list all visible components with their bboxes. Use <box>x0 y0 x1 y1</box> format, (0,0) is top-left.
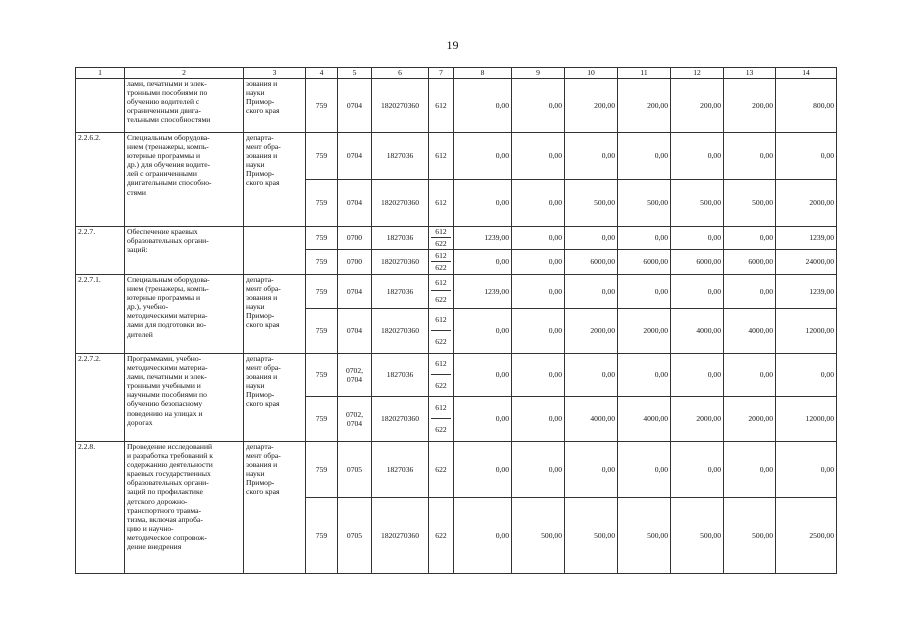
table-row <box>76 227 837 250</box>
amount-col-9: 500,00 <box>512 498 565 574</box>
target-article: 1827036 <box>372 227 429 250</box>
amount-col-12: 0,00 <box>671 442 724 498</box>
item-name: Программами, учебно- методическими материа- лами, печатными и элек- тронными учебными и научными пособиями по обучению безопасному поведению на улицах и дорогах <box>125 354 244 442</box>
section-code: 0705 <box>338 498 372 574</box>
expense-type: 612 <box>429 133 454 180</box>
item-name: Обеспечение краевых образовательных органи- заций: <box>125 227 244 275</box>
expense-type <box>429 354 454 397</box>
amount-col-8: 1239,00 <box>454 275 512 309</box>
amount-col-8: 0,00 <box>454 498 512 574</box>
amount-col-10: 200,00 <box>565 79 618 133</box>
column-header-13: 13 <box>724 68 776 79</box>
item-code: 2.2.7.1. <box>76 275 125 354</box>
target-article: 1820270360 <box>372 250 429 275</box>
grbs-code: 759 <box>306 442 338 498</box>
amount-col-11: 0,00 <box>618 133 671 180</box>
amount-col-13: 0,00 <box>724 442 776 498</box>
expense-type-1: 612 <box>431 275 451 291</box>
column-header-1: 1 <box>76 68 125 79</box>
amount-col-14: 24000,00 <box>776 250 837 275</box>
target-article: 1827036 <box>372 442 429 498</box>
expense-type: 622 <box>429 442 454 498</box>
item-code: 2.2.6.2. <box>76 133 125 227</box>
item-name: лами, печатными и элек- тронными пособиями по обучению водителей с ограниченными двига- тельными способностями <box>125 79 244 133</box>
amount-col-12: 4000,00 <box>671 309 724 354</box>
amount-col-13: 200,00 <box>724 79 776 133</box>
amount-col-9: 0,00 <box>512 250 565 275</box>
department: департа- мент обра- зования и науки Примор- ского края <box>244 275 306 354</box>
grbs-code: 759 <box>306 309 338 354</box>
column-header-4: 4 <box>306 68 338 79</box>
amount-col-10: 0,00 <box>565 133 618 180</box>
section-code: 0704 <box>338 180 372 227</box>
department: департа- мент обра- зования и науки Примор- ского края <box>244 442 306 574</box>
header-row <box>76 68 837 79</box>
amount-col-9: 0,00 <box>512 227 565 250</box>
expense-type <box>429 250 454 275</box>
amount-col-8: 0,00 <box>454 79 512 133</box>
grbs-code: 759 <box>306 227 338 250</box>
amount-col-11: 0,00 <box>618 442 671 498</box>
amount-col-14: 1239,00 <box>776 227 837 250</box>
amount-col-12: 0,00 <box>671 227 724 250</box>
amount-col-9: 0,00 <box>512 397 565 442</box>
amount-col-9: 0,00 <box>512 133 565 180</box>
item-name: Специальным оборудова- нием (тренажеры, компь- ютерные программы и др.), учебно- методическими материа- лами для подготовки во- дителей <box>125 275 244 354</box>
item-code: 2.2.7. <box>76 227 125 275</box>
section-code: 0704 <box>338 133 372 180</box>
grbs-code: 759 <box>306 498 338 574</box>
amount-col-14: 800,00 <box>776 79 837 133</box>
department: департа- мент обра- зования и науки Примор- ского края <box>244 354 306 442</box>
table-row <box>76 354 837 397</box>
page-number: 19 <box>446 38 459 52</box>
item-code: 2.2.8. <box>76 442 125 574</box>
grbs-code: 759 <box>306 397 338 442</box>
amount-col-12: 2000,00 <box>671 397 724 442</box>
table-row <box>76 275 837 309</box>
expense-type-2: 622 <box>435 263 447 273</box>
expense-type-1: 612 <box>431 309 451 331</box>
amount-col-13: 500,00 <box>724 180 776 227</box>
department <box>244 227 306 275</box>
amount-col-14: 0,00 <box>776 133 837 180</box>
amount-col-12: 500,00 <box>671 498 724 574</box>
target-article: 1827036 <box>372 354 429 397</box>
table-row <box>76 79 837 133</box>
amount-col-14: 12000,00 <box>776 309 837 354</box>
grbs-code: 759 <box>306 180 338 227</box>
section-code: 0700 <box>338 250 372 275</box>
amount-col-14: 2000,00 <box>776 180 837 227</box>
expense-type-1: 612 <box>431 354 451 375</box>
expense-type-2: 622 <box>435 380 447 390</box>
amount-col-13: 6000,00 <box>724 250 776 275</box>
amount-col-11: 4000,00 <box>618 397 671 442</box>
amount-col-13: 0,00 <box>724 275 776 309</box>
section-code: 0700 <box>338 227 372 250</box>
column-header-12: 12 <box>671 68 724 79</box>
amount-col-10: 0,00 <box>565 275 618 309</box>
amount-col-8: 0,00 <box>454 397 512 442</box>
department: зования и науки Примор- ского края <box>244 79 306 133</box>
grbs-code: 759 <box>306 354 338 397</box>
amount-col-12: 200,00 <box>671 79 724 133</box>
grbs-code: 759 <box>306 250 338 275</box>
amount-col-9: 0,00 <box>512 442 565 498</box>
table-row <box>76 133 837 180</box>
target-article: 1820270360 <box>372 309 429 354</box>
expense-type-1: 612 <box>431 397 451 419</box>
amount-col-11: 0,00 <box>618 275 671 309</box>
target-article: 1827036 <box>372 133 429 180</box>
column-header-5: 5 <box>338 68 372 79</box>
amount-col-11: 500,00 <box>618 180 671 227</box>
target-article: 1820270360 <box>372 498 429 574</box>
table-row <box>76 442 837 498</box>
amount-col-13: 0,00 <box>724 133 776 180</box>
amount-col-10: 500,00 <box>565 180 618 227</box>
expense-type <box>429 275 454 309</box>
section-code: 0705 <box>338 442 372 498</box>
amount-col-8: 0,00 <box>454 309 512 354</box>
amount-col-9: 0,00 <box>512 180 565 227</box>
item-code <box>76 79 125 133</box>
amount-col-10: 6000,00 <box>565 250 618 275</box>
amount-col-13: 500,00 <box>724 498 776 574</box>
amount-col-14: 12000,00 <box>776 397 837 442</box>
amount-col-13: 4000,00 <box>724 309 776 354</box>
amount-col-8: 0,00 <box>454 180 512 227</box>
target-article: 1827036 <box>372 275 429 309</box>
item-code: 2.2.7.2. <box>76 354 125 442</box>
amount-col-10: 0,00 <box>565 354 618 397</box>
item-name: Специальным оборудова- нием (тренажеры, компь- ютерные программы и др.) для обучения водите- лей с ограниченными двигательными способно- стями <box>125 133 244 227</box>
column-header-3: 3 <box>244 68 306 79</box>
section-code: 0704 <box>338 275 372 309</box>
section-code: 0704 <box>338 309 372 354</box>
amount-col-14: 0,00 <box>776 442 837 498</box>
amount-col-8: 0,00 <box>454 354 512 397</box>
grbs-code: 759 <box>306 133 338 180</box>
expense-type-1: 612 <box>431 227 451 238</box>
column-header-14: 14 <box>776 68 837 79</box>
amount-col-11: 500,00 <box>618 498 671 574</box>
target-article: 1820270360 <box>372 180 429 227</box>
amount-col-10: 2000,00 <box>565 309 618 354</box>
amount-col-12: 6000,00 <box>671 250 724 275</box>
amount-col-8: 0,00 <box>454 133 512 180</box>
amount-col-8: 0,00 <box>454 442 512 498</box>
amount-col-11: 2000,00 <box>618 309 671 354</box>
amount-col-10: 0,00 <box>565 442 618 498</box>
amount-col-12: 0,00 <box>671 354 724 397</box>
expense-type-2: 622 <box>435 337 447 347</box>
amount-col-10: 0,00 <box>565 227 618 250</box>
amount-col-11: 0,00 <box>618 227 671 250</box>
amount-col-9: 0,00 <box>512 275 565 309</box>
amount-col-13: 2000,00 <box>724 397 776 442</box>
grbs-code: 759 <box>306 275 338 309</box>
expense-type-2: 622 <box>435 238 447 248</box>
amount-col-9: 0,00 <box>512 309 565 354</box>
amount-col-11: 0,00 <box>618 354 671 397</box>
amount-col-11: 200,00 <box>618 79 671 133</box>
target-article: 1820270360 <box>372 397 429 442</box>
expense-type <box>429 397 454 442</box>
amount-col-13: 0,00 <box>724 354 776 397</box>
column-header-7: 7 <box>429 68 454 79</box>
expense-type: 612 <box>429 180 454 227</box>
expense-type-2: 622 <box>435 425 447 435</box>
column-header-6: 6 <box>372 68 429 79</box>
section-code: 0702, 0704 <box>338 354 372 397</box>
grbs-code: 759 <box>306 79 338 133</box>
amount-col-12: 0,00 <box>671 133 724 180</box>
expense-type-1: 612 <box>431 250 451 262</box>
column-header-8: 8 <box>454 68 512 79</box>
column-header-10: 10 <box>565 68 618 79</box>
amount-col-8: 0,00 <box>454 250 512 275</box>
amount-col-14: 1239,00 <box>776 275 837 309</box>
section-code: 0702, 0704 <box>338 397 372 442</box>
department: департа- мент обра- зования и науки Примор- ского края <box>244 133 306 227</box>
expense-type: 622 <box>429 498 454 574</box>
expense-type <box>429 309 454 354</box>
amount-col-11: 6000,00 <box>618 250 671 275</box>
amount-col-10: 500,00 <box>565 498 618 574</box>
budget-table <box>75 67 837 574</box>
amount-col-14: 2500,00 <box>776 498 837 574</box>
section-code: 0704 <box>338 79 372 133</box>
column-header-11: 11 <box>618 68 671 79</box>
amount-col-9: 0,00 <box>512 354 565 397</box>
amount-col-12: 500,00 <box>671 180 724 227</box>
amount-col-14: 0,00 <box>776 354 837 397</box>
amount-col-12: 0,00 <box>671 275 724 309</box>
expense-type-2: 622 <box>435 294 447 304</box>
expense-type: 612 <box>429 79 454 133</box>
amount-col-10: 4000,00 <box>565 397 618 442</box>
amount-col-13: 0,00 <box>724 227 776 250</box>
expense-type <box>429 227 454 250</box>
amount-col-8: 1239,00 <box>454 227 512 250</box>
amount-col-9: 0,00 <box>512 79 565 133</box>
column-header-2: 2 <box>125 68 244 79</box>
column-header-9: 9 <box>512 68 565 79</box>
target-article: 1820270360 <box>372 79 429 133</box>
item-name: Проведение исследований и разработка требований к содержанию деятельности краевых государственных образовательных органи- заций по профилактике детского дорожно- транспортного травма- тизма, включая апроба- цию и научно- методическое сопровож- дение внедрения <box>125 442 244 574</box>
